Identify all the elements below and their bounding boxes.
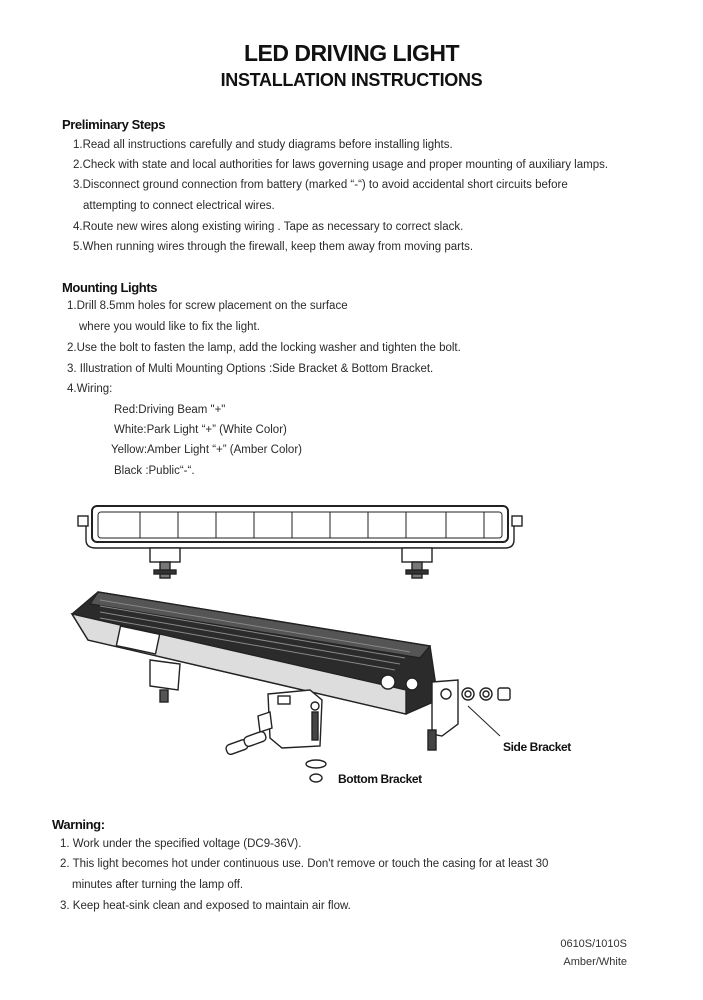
preliminary-step-5: 5.When running wires through the firewall, keep them away from moving parts. — [73, 241, 474, 253]
preliminary-step-3: 3.Disconnect ground connection from battery (marked “-“) to avoid accidental short circuits before — [73, 179, 568, 191]
document-title: LED DRIVING LIGHT — [243, 40, 460, 66]
warning-item-3: 3. Keep heat-sink clean and exposed to maintain air flow. — [60, 900, 351, 912]
wiring-red: Red:Driving Beam "+" — [114, 404, 226, 416]
bottom-bracket-label: Bottom Bracket — [338, 772, 422, 786]
light-bar-front-view — [78, 506, 522, 578]
preliminary-step-1: 1.Read all instructions carefully and study diagrams before installing lights. — [73, 139, 453, 151]
wiring-yellow: Yellow:Amber Light “+” (Amber Color) — [111, 444, 302, 456]
warning-item-1: 1. Work under the specified voltage (DC9-36V). — [60, 838, 302, 850]
warning-item-2: 2. This light becomes hot under continuous use. Don't remove or touch the casing for at least 30 — [60, 858, 549, 870]
mounting-heading: Mounting Lights — [62, 280, 158, 295]
model-code: 0610S/1010S — [560, 938, 627, 950]
preliminary-step-4: 4.Route new wires along existing wiring . Tape as necessary to correct slack. — [73, 221, 464, 233]
bottom-bracket — [225, 690, 326, 782]
mounting-step-4: 4.Wiring: — [67, 383, 113, 395]
preliminary-step-3-cont: attempting to connect electrical wires. — [83, 200, 275, 212]
side-bracket-label: Side Bracket — [503, 740, 571, 754]
mounting-step-1: 1.Drill 8.5mm holes for screw placement on the surface — [67, 300, 348, 312]
preliminary-step-2: 2.Check with state and local authorities for laws governing usage and proper mounting of auxiliary lamps. — [73, 159, 609, 171]
preliminary-heading: Preliminary Steps — [62, 117, 166, 132]
mounting-step-3: 3. Illustration of Multi Mounting Options :Side Bracket & Bottom Bracket. — [67, 363, 434, 375]
document-subtitle: INSTALLATION INSTRUCTIONS — [220, 70, 483, 90]
warning-heading: Warning: — [52, 817, 105, 832]
wiring-white: White:Park Light “+” (White Color) — [114, 424, 287, 436]
light-bar-perspective-view — [72, 592, 438, 714]
side-bracket — [428, 680, 510, 750]
wiring-black: Black :Public“-“. — [114, 465, 195, 477]
warning-item-2-cont: minutes after turning the lamp off. — [72, 879, 244, 891]
model-color: Amber/White — [563, 956, 627, 968]
mounting-step-2: 2.Use the bolt to fasten the lamp, add the locking washer and tighten the bolt. — [67, 342, 461, 354]
mounting-step-1-cont: where you would like to fix the light. — [79, 321, 260, 333]
